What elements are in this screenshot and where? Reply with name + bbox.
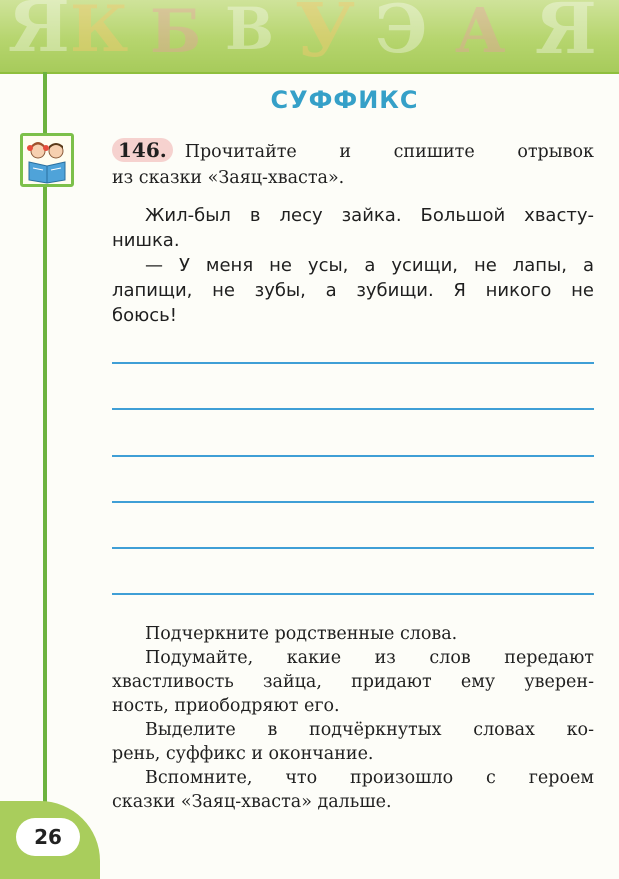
banner-letter: У xyxy=(295,0,356,72)
banner-edge xyxy=(0,72,619,74)
task-line: хвастливость зайца, придают ему уверен- xyxy=(112,672,594,692)
task-line: Подумайте, какие из слов передают xyxy=(145,648,594,668)
passage-line: Жил-был в лесу зайка. Большой хвасту- xyxy=(145,205,594,226)
banner-letter: Я xyxy=(535,0,597,70)
banner-letter: Э xyxy=(375,0,428,68)
passage-line: нишка. xyxy=(112,230,180,251)
task-line: рень, суффикс и окончание. xyxy=(112,744,374,764)
kids-reading-icon xyxy=(20,133,74,187)
writing-line[interactable] xyxy=(112,408,594,410)
writing-line[interactable] xyxy=(112,362,594,364)
instruction-text: Прочитайте и спишите отрывок xyxy=(184,142,594,162)
task-line: сказки «Заяц-хваста» дальше. xyxy=(112,792,392,812)
writing-line[interactable] xyxy=(112,593,594,595)
top-banner xyxy=(0,0,619,72)
task-line: ность, приободряют его. xyxy=(112,696,340,716)
writing-line[interactable] xyxy=(112,501,594,503)
page-title: СУФФИКС xyxy=(270,86,419,114)
task-line: Подчеркните родственные слова. xyxy=(145,624,458,644)
task-line: Выделите в подчёркнутых словах ко- xyxy=(145,720,594,740)
exercise-instruction-line2: из сказки «Заяц-хваста». xyxy=(112,168,345,188)
passage-line: боюсь! xyxy=(112,305,177,326)
banner-letter: К xyxy=(70,0,129,67)
passage-line: — У меня не усы, а усищи, не лапы, а xyxy=(145,255,594,276)
exercise-instruction-line1 xyxy=(112,138,594,164)
banner-letter: А xyxy=(455,0,506,67)
writing-line[interactable] xyxy=(112,455,594,457)
writing-line[interactable] xyxy=(112,547,594,549)
banner-letter: Б xyxy=(150,0,202,67)
exercise-number: 146. xyxy=(112,138,173,162)
banner-letter: Я xyxy=(8,0,70,68)
banner-letter: В xyxy=(225,0,275,63)
page-number: 26 xyxy=(16,818,80,856)
task-line: Вспомните, что произошло с героем xyxy=(145,768,594,788)
passage-line: лапищи, не зубы, а зубищи. Я никого не xyxy=(112,280,594,301)
